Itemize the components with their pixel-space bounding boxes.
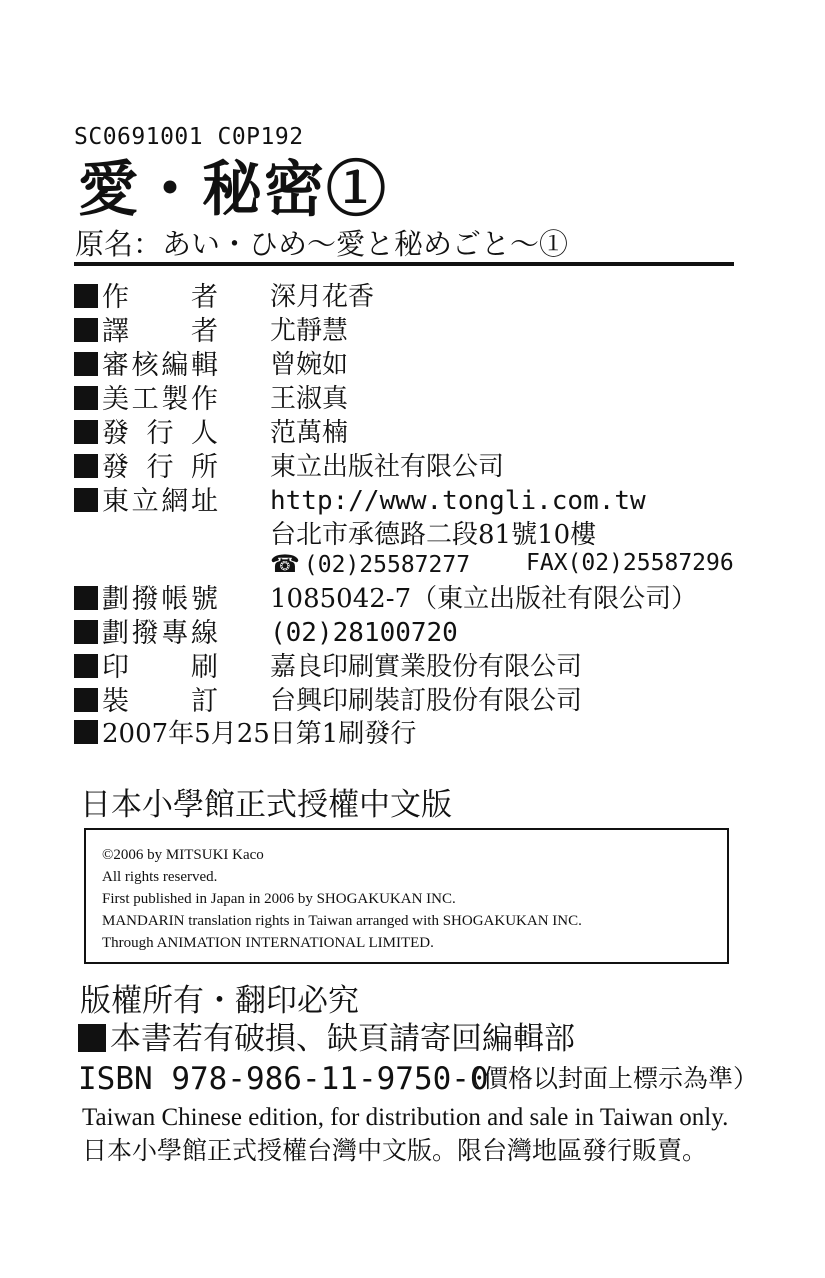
copyright-line: MANDARIN translation rights in Taiwan arranged with SHOGAKUKAN INC. <box>102 913 582 929</box>
publisher-address: 台北市承德路二段81號10樓 <box>270 520 597 550</box>
fax-number: FAX(02)25587296 <box>526 550 734 576</box>
telephone-icon: ☎ <box>270 550 300 578</box>
bullet-square <box>78 1024 106 1052</box>
credit-label: 印 刷 <box>102 652 218 683</box>
price-note: （價格以封面上標示為準） <box>458 1064 759 1093</box>
credit-label: 美工製作 <box>102 384 218 415</box>
credit-value: 曾婉如 <box>270 350 349 380</box>
isbn: ISBN 978-986-11-9750-0 <box>78 1061 489 1097</box>
bullet-square <box>74 284 98 308</box>
copyright-line: First published in Japan in 2006 by SHOGAKUKAN INC. <box>102 891 456 907</box>
license-line: 日本小學館正式授權中文版 <box>80 787 452 823</box>
copyright-line: ©2006 by MITSUKI Kaco <box>102 847 264 863</box>
rights-notice: 版權所有・翻印必究 <box>80 983 359 1019</box>
distribution-note-chinese: 日本小學館正式授權台灣中文版。限台灣地區發行販賣。 <box>82 1136 708 1165</box>
credit-label: 作 者 <box>102 282 218 313</box>
credit-label: 審核編輯 <box>102 350 218 381</box>
distribution-note-english: Taiwan Chinese edition, for distribution and sale in Taiwan only. <box>82 1104 729 1131</box>
bullet-square <box>74 420 98 444</box>
header-divider <box>74 262 734 266</box>
credit-value: 嘉良印刷實業股份有限公司 <box>270 652 583 682</box>
damage-notice: 本書若有破損、缺頁請寄回編輯部 <box>110 1021 575 1057</box>
credit-value: 王淑真 <box>270 384 349 414</box>
bullet-square <box>74 318 98 342</box>
credit-value: (02)28100720 <box>270 618 458 648</box>
bullet-square <box>74 688 98 712</box>
credit-value: 東立出版社有限公司 <box>270 452 505 482</box>
original-title: 原名：あい・ひめ～愛と秘めごと～① <box>75 227 569 261</box>
bullet-square <box>74 586 98 610</box>
copyright-box <box>84 828 729 964</box>
publish-date-line <box>74 720 416 747</box>
copyright-line: Through ANIMATION INTERNATIONAL LIMITED. <box>102 935 434 951</box>
bullet-square <box>74 620 98 644</box>
credit-label: 劃撥帳號 <box>102 584 218 615</box>
credit-value: 1085042-7（東立出版社有限公司） <box>270 584 698 614</box>
copyright-line: All rights reserved. <box>102 869 218 885</box>
credit-value: 范萬楠 <box>270 418 349 448</box>
bullet-square <box>74 720 98 744</box>
bullet-square <box>74 488 98 512</box>
phone-line <box>270 552 470 577</box>
credit-value: 深月花香 <box>270 282 375 312</box>
bullet-square <box>74 352 98 376</box>
catalog-code: SC0691001 C0P192 <box>74 124 304 150</box>
credit-value: 台興印刷裝訂股份有限公司 <box>270 686 583 716</box>
credit-label: 發 行 人 <box>102 418 218 449</box>
publish-date: 2007年5月25日第1刷發行 <box>102 719 417 749</box>
bullet-square <box>74 654 98 678</box>
website-link[interactable]: http://www.tongli.com.tw <box>270 486 646 516</box>
credit-label: 劃撥專線 <box>102 618 218 649</box>
bullet-square <box>74 454 98 478</box>
credit-value: 尤靜慧 <box>270 316 349 346</box>
phone-number: (02)25587277 <box>303 552 471 578</box>
credit-label: 發 行 所 <box>102 452 218 483</box>
credit-label: 譯 者 <box>102 316 218 347</box>
credit-label: 裝 訂 <box>102 686 218 717</box>
book-title: 愛・秘密① <box>78 155 388 225</box>
credit-label: 東立網址 <box>102 486 218 517</box>
damage-notice-line <box>78 1021 575 1057</box>
bullet-square <box>74 386 98 410</box>
